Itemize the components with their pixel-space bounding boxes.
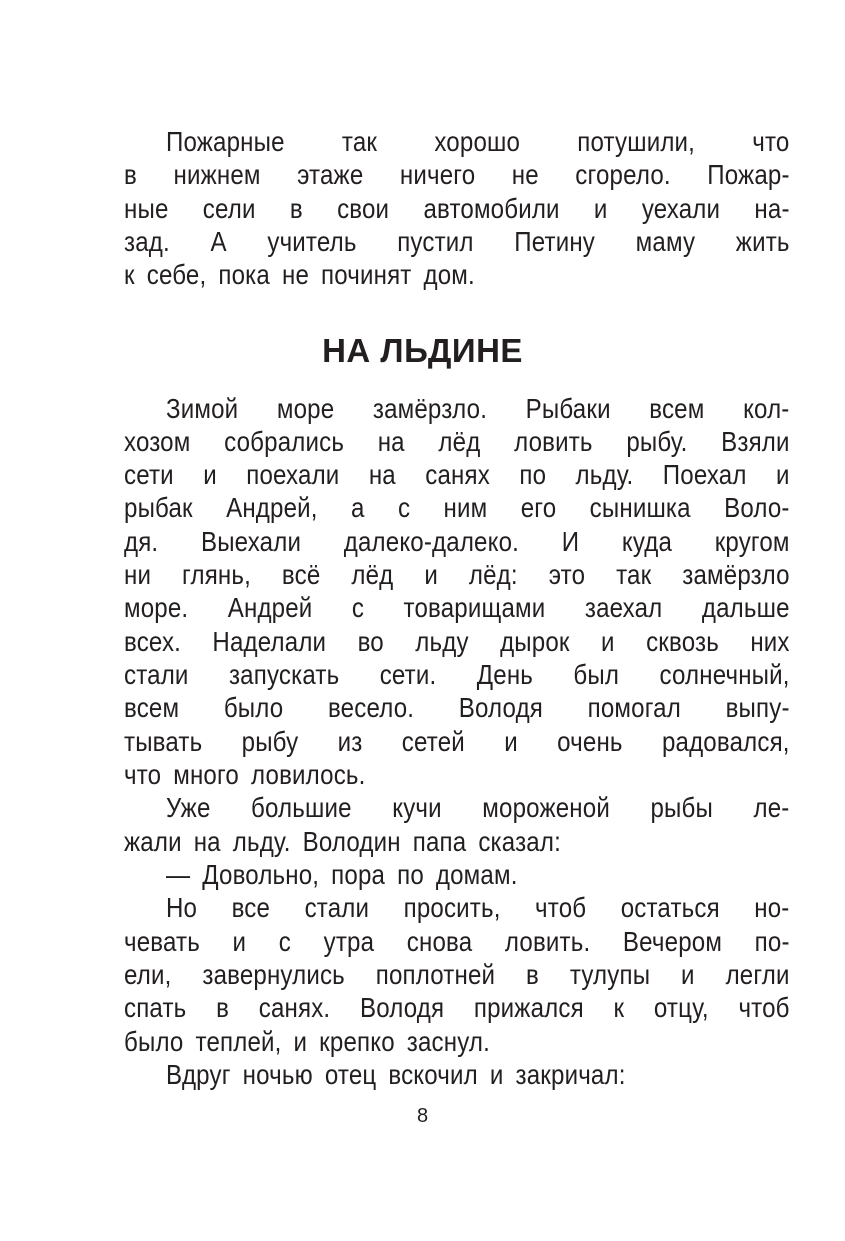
text-line: Уже большие кучи мороженой рыбы ле- bbox=[166, 792, 790, 823]
text-line: в нижнем этаже ничего не сгорело. Пожар- bbox=[124, 159, 790, 190]
text-line: всем было весело. Володя помогал выпу- bbox=[124, 692, 790, 723]
text-line: к себе, пока не починят дом. bbox=[124, 259, 475, 290]
text-line: сети и поехали на санях по льду. Поехал и bbox=[124, 459, 790, 490]
text-line: Но все стали просить, чтоб остаться но- bbox=[166, 892, 790, 923]
text-line: что много ловилось. bbox=[124, 759, 366, 790]
dialogue-line: — Довольно, пора по домам. bbox=[166, 859, 518, 890]
text-line: жали на льду. Володин папа сказал: bbox=[124, 826, 561, 857]
text-line: тывать рыбу из сетей и очень радовался, bbox=[124, 726, 790, 757]
text-line: море. Андрей с товарищами заехал дальше bbox=[124, 592, 790, 623]
text-line: ные сели в свои автомобили и уехали на- bbox=[124, 193, 790, 224]
text-line: зад. А учитель пустил Петину маму жить bbox=[124, 226, 790, 257]
text-line: Вдруг ночью отец вскочил и закричал: bbox=[166, 1059, 626, 1090]
text-line: ели, завернулись поплотней в тулупы и легли bbox=[124, 959, 790, 990]
text-line: хозом собрались на лёд ловить рыбу. Взяли bbox=[124, 426, 790, 457]
text-line: всех. Наделали во льду дырок и сквозь них bbox=[124, 626, 790, 657]
chapter-title: НА ЛЬДИНЕ bbox=[322, 332, 523, 369]
text-line: дя. Выехали далеко-далеко. И куда кругом bbox=[124, 526, 790, 557]
text-line: Зимой море замёрзло. Рыбаки всем кол- bbox=[166, 393, 790, 424]
text-line: стали запускать сети. День был солнечный, bbox=[124, 659, 790, 690]
text-line: ни глянь, всё лёд и лёд: это так замёрзло bbox=[124, 559, 790, 590]
text-line: Пожарные так хорошо потушили, что bbox=[166, 126, 790, 157]
text-line: чевать и с утра снова ловить. Вечером по- bbox=[124, 926, 790, 957]
text-line: спать в санях. Володя прижался к отцу, чтоб bbox=[124, 992, 790, 1023]
text-line: было теплей, и крепко заснул. bbox=[124, 1026, 491, 1057]
text-line: рыбак Андрей, а с ним его сынишка Воло- bbox=[124, 492, 790, 523]
page-number: 8 bbox=[416, 1105, 429, 1127]
